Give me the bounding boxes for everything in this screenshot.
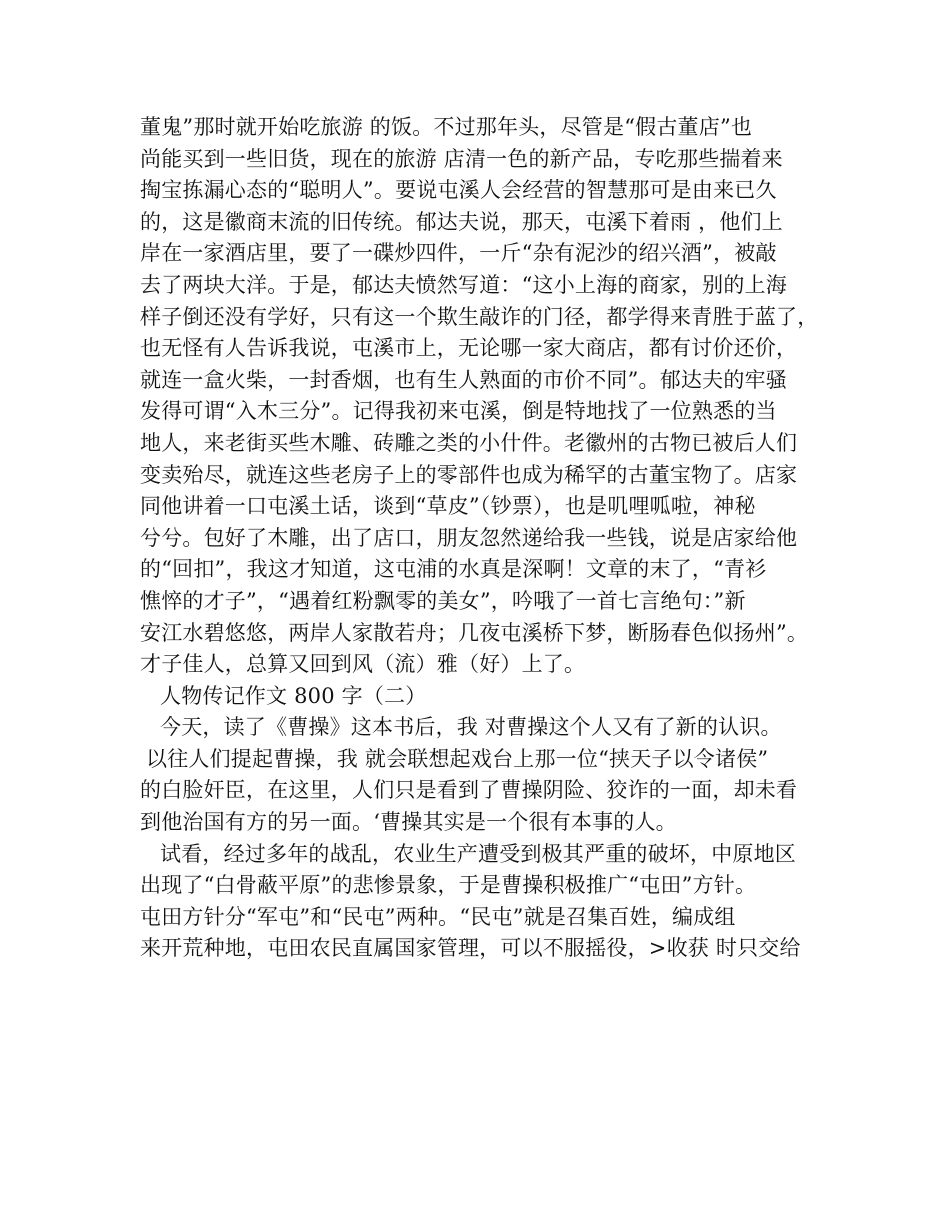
paragraph-2 [140, 712, 830, 744]
text-line: 岸在一家酒店里，要了一碟炒四件，一斤“杂有泥沙的绍兴酒”，被敲 [140, 241, 777, 266]
text-line: 安江水碧悠悠，两岸人家散若舟；几夜屯溪桥下梦，断肠春色似扬州”。 [140, 620, 809, 645]
paragraph-4 [140, 839, 830, 965]
text-line: 今天，读了《曹操》这本书后，我 对曹操这个人又有了新的认识。 [160, 715, 782, 740]
text-line: 来开荒种地，屯田农民直属国家管理，可以不服摇役，>收获 时只交给 [140, 936, 801, 961]
paragraph-1 [140, 112, 830, 681]
text-line: 的“回扣”，我这才知道，这屯浦的水真是深啊！文章的末了，“青衫 [140, 557, 767, 582]
text-line: 也无怪有人告诉我说，屯溪市上，无论哪一家大商店，都有讨价还价， [140, 336, 798, 361]
section-heading: 人物传记作文 800 字（二） [160, 683, 427, 708]
text-line: 到他治国有方的另一面。‘曹操其实是一个很有本事的人。 [140, 810, 677, 835]
text-line: 憔悴的才子”，“遇着红粉飘零的美女”，吟哦了一首七言绝句：”新 [140, 588, 746, 613]
text-line: 变卖殆尽，就连这些老房子上的零部件也成为稀罕的古董宝物了。店家 [140, 462, 798, 487]
paragraph-3 [140, 744, 830, 839]
text-line: 兮兮。包好了木雕，出了店口，朋友忽然递给我一些钱，说是店家给他 [140, 525, 798, 550]
text-line: 董鬼”那时就开始吃旅游 的饭。不过那年头，尽管是“假古董店”也 [140, 115, 753, 139]
text-line: 去了两块大洋。于是，郁达夫愤然写道：“这小上海的商家，别的上海 [140, 272, 787, 297]
text-line: 的，这是徽商末流的旧传统。郁达夫说，那天，屯溪下着雨 ，他们上 [140, 209, 783, 234]
text-line: 的白脸奸臣，在这里，人们只是看到了曹操阴险、狡诈的一面，却未看 [140, 778, 798, 803]
text-line: 试看，经过多年的战乱，农业生产遭受到极其严重的破坏，中原地区 [160, 841, 796, 866]
text-line: 样子倒还没有学好，只有这一个欺生敲诈的门径，都学得来青胜于蓝了， [140, 304, 819, 329]
text-line: 尚能买到一些旧货，现在的旅游 店清一色的新产品，专吃那些揣着来 [140, 146, 783, 171]
document-body [140, 112, 830, 965]
text-line: 就连一盒火柴，一封香烟，也有生人熟面的市价不同”。郁达夫的牢骚 [140, 367, 787, 392]
text-line: 发得可谓“入木三分”。记得我初来屯溪，倒是特地找了一位熟悉的当 [140, 399, 777, 424]
text-line: 出现了“白骨蔽平原”的悲惨景象，于是曹操积极推广“屯田”方针。 [140, 873, 757, 898]
text-line: 地人，来老街买些木雕、砖雕之类的小什件。老徽州的古物已被后人们 [140, 430, 798, 455]
text-line: 掏宝拣漏心态的“聪明人”。要说屯溪人会经营的智慧那可是由来已久 [140, 178, 777, 203]
text-line: 屯田方针分“军屯”和“民屯”两种。“民屯”就是召集百姓，编成组 [140, 904, 736, 929]
text-line: 同他讲着一口屯溪土话，谈到“草皮”（钞票），也是叽哩呱啦，神秘 [140, 494, 756, 519]
text-line: 才子佳人，总算又回到风（流）雅（好）上了。 [140, 652, 586, 677]
text-line: 以往人们提起曹操，我 就会联想起戏台上那一位“挟天子以令诸侯” [146, 746, 769, 771]
